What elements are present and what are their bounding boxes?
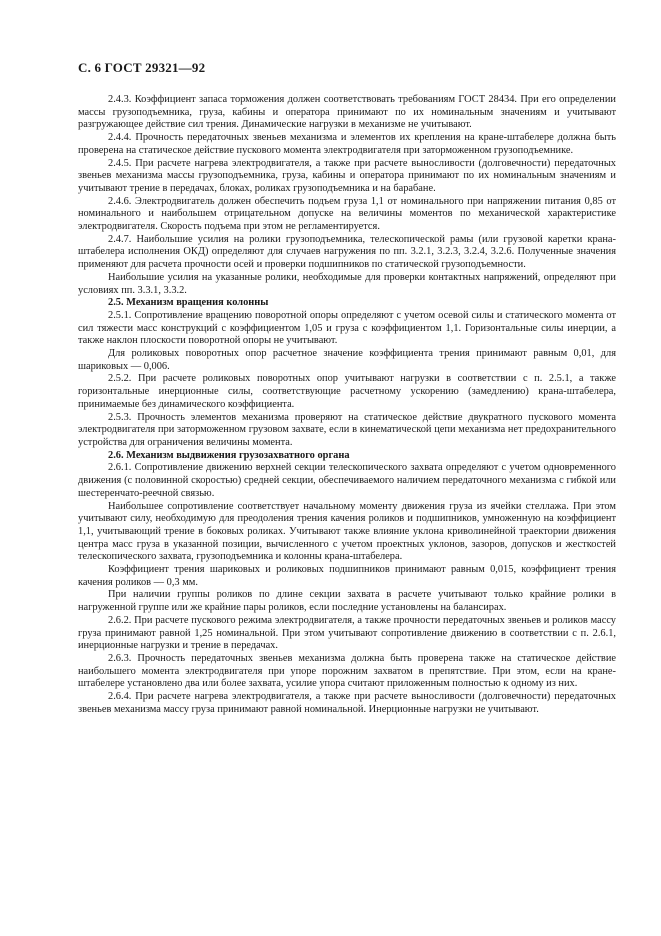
paragraph: Наибольшие усилия на указанные ролики, необходимые для проверки контактных напряжений, определяют при условиях пп. 3.3.1, 3.3.2. [78, 271, 616, 296]
paragraph: 2.4.7. Наибольшие усилия на ролики грузоподъемника, телескопической рамы (или грузовой каретки крана-штабелера исполнения ОКД) определяют для случаев нагружения по пп. 3.2.1, 3.2.3, 3.2.4, 3.2.6. Полученные значения применяют для расчета прочности осей и проверки подшипников по статической грузоподъемности. [78, 233, 616, 271]
paragraph: 2.4.4. Прочность передаточных звеньев механизма и элементов их крепления на кране-штабелере должна быть проверена на статическое действие пускового момента электродвигателя при заторможенном грузоподъемнике. [78, 132, 616, 156]
paragraph: 2.5.2. При расчете роликовых поворотных опор учитывают нагрузки в соответствии с п. 2.5.1, а также горизонтальные инерционные силы, соответствующие расчетному ускорению (замедлению) крана-штабелера, принимаемые без динамического коэффициента. [78, 373, 616, 410]
paragraph: 2.5.1. Сопротивление вращению поворотной опоры определяют с учетом осевой силы и статического момента от сил тяжести масс конструкций с коэффициентом 1,05 и груза с коэффициентом 1,1. Горизонтальные силы инерции, а также наклон плоскости поворотной опоры не учитывают. [78, 309, 616, 347]
page-header: С. 6 ГОСТ 29321—92 [78, 60, 206, 75]
paragraph: Наибольшее сопротивление соответствует начальному моменту движения груза из ячейки стеллажа. При этом учитывают силу, необходимую для преодоления трения качения роликов и подшипников, умноженную на коэффициент 1,1, учитывающий трение в боковых роликах. Учитывают также влияние уклона криволинейной траектории движения центра масс груза в указанной позиции, вычисленного с учетом проектных уклонов, зазоров, допусков и жесткостей телескопического захвата, грузоподъемника и колонны крана-штабелера. [78, 500, 616, 563]
section-heading: 2.5. Механизм вращения колонны [108, 297, 269, 309]
paragraph: 2.6.2. При расчете пускового режима электродвигателя, а также прочности передаточных звеньев и роликов массу груза принимают равной 1,25 номинальной. При этом учитывают сопротивление движению в соответствии с п. 2.6.1, инерционные нагрузки и трение в передачах. [78, 614, 616, 652]
document-body [78, 94, 616, 716]
paragraph: Коэффициент трения шариковых и роликовых подшипников принимают равным 0,015, коэффициент трения качения роликов — 0,3 мм. [78, 564, 616, 588]
paragraph: 2.4.3. Коэффициент запаса торможения должен соответствовать требованиям ГОСТ 28434. При его определении массы грузоподъемника, груза, кабины и оператора принимают по их номинальным значениям и учитывают разгружающее действие сил трения. Динамические нагрузки в механизме не учитывают. [78, 94, 616, 131]
paragraph: 2.4.6. Электродвигатель должен обеспечить подъем груза 1,1 от номинального при напряжении питания 0,85 от номинального и наибольшем отрицательном допуске на величины моментов по механической характеристике электродвигателя. Скорость подъема при этом не регламентируется. [78, 195, 616, 233]
paragraph: 2.4.5. При расчете нагрева электродвигателя, а также при расчете выносливости (долговечности) передаточных звеньев механизма массы грузоподъемника, груза, кабины и оператора принимают по их номинальным значениям и учитывают трение в передачах, блоках, роликах грузоподъемника и на барабане. [78, 157, 616, 194]
paragraph: При наличии группы роликов по длине секции захвата в расчете учитывают только крайние ролики в нагруженной группе или же крайние пары роликов, если последние установлены на балансирах. [78, 589, 616, 614]
paragraph: 2.5.3. Прочность элементов механизма проверяют на статическое действие двукратного пускового момента электродвигателя при заторможенном грузовом захвате, если в кинематической цепи механизма нет предохранительного устройства для ограничения величины момента. [78, 411, 616, 448]
paragraph: Для роликовых поворотных опор расчетное значение коэффициента трения принимают равным 0,01, для шариковых — 0,006. [78, 348, 616, 372]
paragraph: 2.6.4. При расчете нагрева электродвигателя, а также при расчете выносливости (долговечности) передаточных звеньев механизма массу груза принимают равной номинальной. Инерционные нагрузки не учитывают. [78, 691, 616, 715]
paragraph: 2.6.3. Прочность передаточных звеньев механизма должна быть проверена также на статическое действие наибольшего момента электродвигателя при упоре порожним захватом в препятствие. При этом, если на кране-штабелере установлено два или более захвата, усилие упора считают приложенным полностью к одному из них. [78, 652, 616, 690]
section-heading: 2.6. Механизм выдвижения грузозахватного органа [108, 449, 350, 461]
paragraph: 2.6.1. Сопротивление движению верхней секции телескопического захвата определяют с учетом одновременного движения (с половинной скоростью) средней секции, обеспечиваемого наличием передаточного механизма с гибкой или шестеренчато-реечной связью. [78, 462, 616, 499]
